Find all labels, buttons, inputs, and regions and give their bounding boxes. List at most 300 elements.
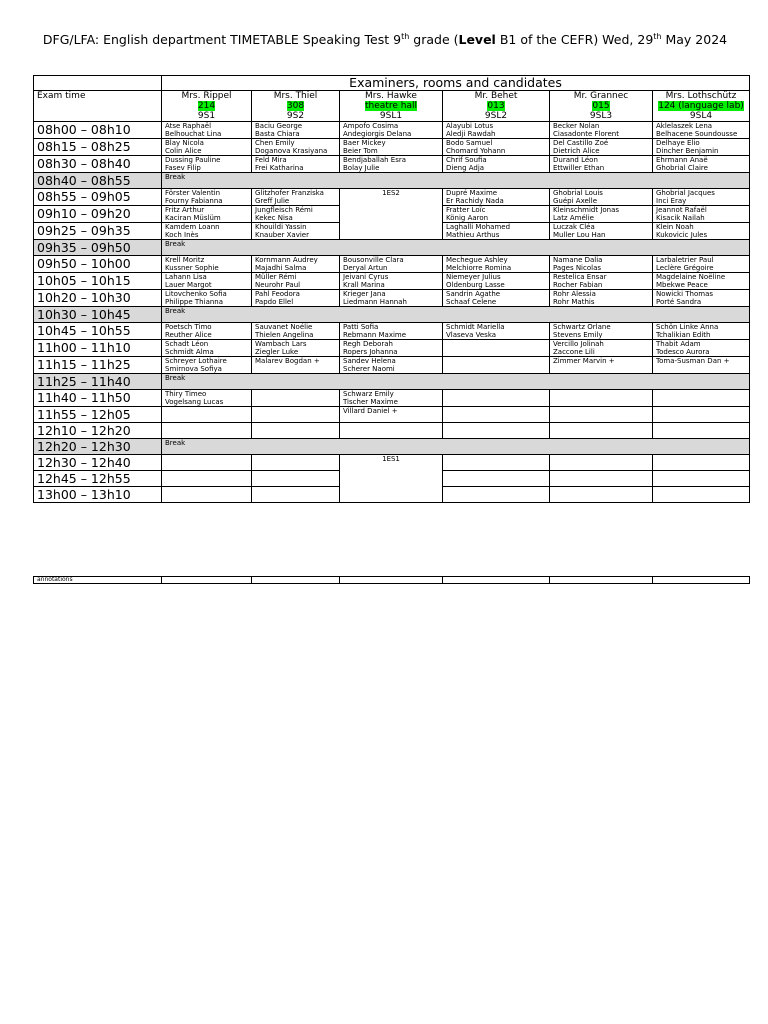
- candidate-name: König Aaron: [446, 214, 489, 222]
- candidate-name: Colin Alice: [165, 147, 202, 155]
- candidate-cell: [340, 423, 443, 439]
- candidate-name: Glitzhofer Franziska: [255, 189, 324, 197]
- candidate-name: Jeannot Rafaël: [656, 206, 707, 214]
- candidate-cell: [443, 471, 550, 487]
- candidate-name: Lauer Margot: [165, 281, 212, 289]
- candidate-cell: [162, 139, 252, 156]
- time-cell: 09h50 – 10h00: [34, 256, 162, 273]
- examiner-header: [340, 91, 443, 122]
- candidate-cell: [550, 340, 653, 357]
- candidate-cell: [550, 273, 653, 290]
- candidate-name: Andegiorgis Delana: [343, 130, 412, 138]
- candidate-cell: [653, 156, 750, 173]
- candidate-cell: [653, 122, 750, 139]
- candidate-cell: [252, 290, 340, 307]
- candidate-name: Mathieu Arthus: [446, 231, 500, 239]
- candidate-name: Sandrin Agathe: [446, 290, 501, 298]
- candidate-name: Klein Noah: [656, 223, 694, 231]
- time-cell: 11h40 – 11h50: [34, 390, 162, 407]
- candidate-name: Chen Emily: [255, 139, 295, 147]
- candidate-name: Todesco Aurora: [656, 348, 710, 356]
- timetable: [33, 75, 750, 503]
- candidate-name: Lahann Lisa: [165, 273, 207, 281]
- candidate-name: Regh Deborah: [343, 340, 393, 348]
- time-slot-row: [34, 256, 750, 273]
- time-cell: 12h45 – 12h55: [34, 471, 162, 487]
- candidate-cell: [550, 487, 653, 503]
- candidate-cell: [550, 323, 653, 340]
- candidate-name: Patti Sofia: [343, 323, 379, 331]
- candidate-name: Baciu George: [255, 122, 303, 130]
- candidate-name: Magdelaine Noëline: [656, 273, 726, 281]
- candidate-name: Philippe Thianna: [165, 298, 224, 306]
- candidate-cell: [252, 357, 340, 374]
- annotations-row: [34, 577, 750, 584]
- examiner-header: [550, 91, 653, 122]
- candidate-cell: [162, 122, 252, 139]
- examiner-class: 9S1: [197, 111, 216, 121]
- candidate-name: Pahl Feodora: [255, 290, 300, 298]
- candidate-name: Kaciran Müslüm: [165, 214, 221, 222]
- title-text-grade: grade (: [409, 32, 459, 47]
- time-cell: 09h25 – 09h35: [34, 223, 162, 240]
- time-slot-row: [34, 139, 750, 156]
- candidate-name: Schwartz Orlane: [553, 323, 611, 331]
- candidate-cell: [550, 407, 653, 423]
- candidate-name: Schön Linke Anna: [656, 323, 719, 331]
- candidate-cell: [162, 471, 252, 487]
- candidate-name: Beier Tom: [343, 147, 378, 155]
- candidate-name: Basta Chiara: [255, 130, 300, 138]
- candidate-name: Reuther Alice: [165, 331, 212, 339]
- candidate-cell: [252, 189, 340, 206]
- candidate-name: Fasev Filip: [165, 164, 201, 172]
- time-slot-row: [34, 323, 750, 340]
- candidate-name: Mechegue Ashley: [446, 256, 508, 264]
- candidate-name: Müller Rémi: [255, 273, 297, 281]
- time-cell: 11h55 – 12h05: [34, 407, 162, 423]
- annotation-cell: [252, 577, 340, 584]
- candidate-cell: [443, 487, 550, 503]
- annotation-cell: [340, 577, 443, 584]
- candidate-cell: [252, 340, 340, 357]
- candidate-name: Luczak Cléa: [553, 223, 595, 231]
- candidate-name: Kleinschmidt Jonas: [553, 206, 620, 214]
- candidate-cell: [340, 357, 443, 374]
- break-cell: Break: [162, 173, 750, 189]
- candidate-name: Knauber Xavier: [255, 231, 309, 239]
- candidate-cell: [443, 323, 550, 340]
- candidate-cell: [550, 156, 653, 173]
- time-cell: 09h35 – 09h50: [34, 240, 162, 256]
- time-cell: 10h20 – 10h30: [34, 290, 162, 307]
- candidate-name: Kekec Nisa: [255, 214, 293, 222]
- break-row: [34, 173, 750, 189]
- candidate-name: Mbekwe Peace: [656, 281, 708, 289]
- candidate-cell: [653, 423, 750, 439]
- candidate-cell: [550, 223, 653, 240]
- candidate-cell: [162, 273, 252, 290]
- candidate-name: Fritz Arthur: [165, 206, 205, 214]
- candidate-name: Leclère Grégoire: [656, 264, 714, 272]
- candidate-name: Schadt Léon: [165, 340, 209, 348]
- candidate-cell: [443, 340, 550, 357]
- candidate-name: Dincher Benjamin: [656, 147, 719, 155]
- candidate-name: Schmidt Mariella: [446, 323, 505, 331]
- candidate-cell: [653, 323, 750, 340]
- candidate-name: Krall Marina: [343, 281, 385, 289]
- candidate-cell: [252, 256, 340, 273]
- candidate-name: Papdo Ellel: [255, 298, 294, 306]
- candidate-cell: [162, 256, 252, 273]
- time-slot-row: [34, 273, 750, 290]
- break-cell: Break: [162, 439, 750, 455]
- candidate-cell: [162, 206, 252, 223]
- examiner-header: [443, 91, 550, 122]
- candidate-cell: [252, 487, 340, 503]
- candidate-cell: [252, 323, 340, 340]
- candidate-name: Greff Julie: [255, 197, 290, 205]
- time-cell: 08h00 – 08h10: [34, 122, 162, 139]
- time-cell: 10h45 – 10h55: [34, 323, 162, 340]
- candidate-cell: [550, 122, 653, 139]
- candidate-cell: [252, 455, 340, 471]
- candidate-cell: [653, 340, 750, 357]
- time-cell: 08h40 – 08h55: [34, 173, 162, 189]
- candidate-name: Thabit Adam: [656, 340, 701, 348]
- candidate-cell: [340, 256, 443, 273]
- examiner-room: 013: [487, 101, 505, 111]
- candidate-name: Schmidt Alma: [165, 348, 214, 356]
- header-row-title: [34, 76, 750, 91]
- candidate-cell: [653, 189, 750, 206]
- candidate-name: Ghobrial Louis: [553, 189, 603, 197]
- candidate-name: Niemeyer Julius: [446, 273, 501, 281]
- candidate-cell: [653, 256, 750, 273]
- time-slot-row: [34, 390, 750, 407]
- examiner-class: 9SL1: [379, 111, 403, 121]
- candidate-name: Rebmann Maxime: [343, 331, 407, 339]
- candidate-cell: [550, 139, 653, 156]
- candidate-name: Tischer Maxime: [343, 398, 398, 406]
- candidate-cell: [340, 323, 443, 340]
- candidate-name: Ciasadonte Florent: [553, 130, 619, 138]
- candidate-cell: [653, 357, 750, 374]
- candidate-name: Bolay Julie: [343, 164, 380, 172]
- candidate-name: Durand Léon: [553, 156, 598, 164]
- merged-class-cell: 1ES2: [340, 189, 443, 240]
- candidate-cell: [162, 487, 252, 503]
- candidate-name: Bodo Samuel: [446, 139, 493, 147]
- candidate-name: Villard Daniel +: [343, 407, 398, 415]
- candidate-cell: [162, 189, 252, 206]
- candidate-cell: [162, 423, 252, 439]
- candidate-name: Smirnova Sofiya: [165, 365, 222, 373]
- candidate-name: Wambach Lars: [255, 340, 307, 348]
- candidate-name: Toma-Susman Dan +: [656, 357, 730, 365]
- candidate-name: Tchalikian Edith: [656, 331, 711, 339]
- examiner-class: 9S2: [286, 111, 305, 121]
- annotation-cell: [443, 577, 550, 584]
- candidate-name: Latz Amélie: [553, 214, 594, 222]
- time-cell: 08h15 – 08h25: [34, 139, 162, 156]
- candidate-cell: [653, 455, 750, 471]
- annotation-cell: [653, 577, 750, 584]
- break-cell: Break: [162, 307, 750, 323]
- annotations-table: [33, 576, 750, 584]
- candidate-cell: [443, 122, 550, 139]
- examiner-room: 214: [197, 101, 216, 111]
- candidate-name: Kornmann Audrey: [255, 256, 318, 264]
- candidate-name: Aledji Rawdah: [446, 130, 496, 138]
- candidate-name: Krieger Jana: [343, 290, 386, 298]
- candidate-cell: [252, 122, 340, 139]
- candidate-name: Schreyer Lothaire: [165, 357, 227, 365]
- candidate-name: Bousonville Clara: [343, 256, 404, 264]
- candidate-cell: [340, 407, 443, 423]
- time-cell: 10h05 – 10h15: [34, 273, 162, 290]
- candidate-name: Er Rachidy Nada: [446, 197, 504, 205]
- annotation-cell: [162, 577, 252, 584]
- candidate-name: Melchiorre Romina: [446, 264, 512, 272]
- candidate-cell: [550, 290, 653, 307]
- document-title: [30, 32, 740, 47]
- candidate-name: Zaccone Lili: [553, 348, 595, 356]
- candidate-cell: [162, 323, 252, 340]
- title-text: DFG/LFA: English department TIMETABLE Speaking Test 9: [42, 32, 402, 47]
- title-level-bold: Level: [458, 32, 496, 47]
- candidate-name: Neurohr Paul: [255, 281, 301, 289]
- candidate-cell: [653, 223, 750, 240]
- annotations-label: annotations: [34, 577, 162, 584]
- title-superscript: th: [401, 31, 410, 41]
- candidate-name: Koch Inès: [165, 231, 199, 239]
- time-slot-row: [34, 189, 750, 206]
- examiner-class: 9SL4: [689, 111, 713, 121]
- candidate-name: Ettwiller Ethan: [553, 164, 605, 172]
- examiner-name: Mr. Grannec: [573, 91, 629, 101]
- candidate-cell: [252, 407, 340, 423]
- candidate-name: Chrif Soufia: [446, 156, 487, 164]
- candidate-name: Rocher Fabian: [553, 281, 603, 289]
- break-row: [34, 240, 750, 256]
- candidate-cell: [252, 390, 340, 407]
- candidate-name: Kamdem Loann: [165, 223, 220, 231]
- candidate-name: Bendjaballah Esra: [343, 156, 407, 164]
- break-cell: Break: [162, 374, 750, 390]
- annotation-cell: [550, 577, 653, 584]
- candidate-cell: [162, 340, 252, 357]
- examiner-room: 308: [286, 101, 305, 111]
- candidate-name: Kukovicic Jules: [656, 231, 708, 239]
- candidate-cell: [252, 156, 340, 173]
- candidate-cell: [162, 156, 252, 173]
- break-row: [34, 439, 750, 455]
- candidate-name: Dussing Pauline: [165, 156, 221, 164]
- candidate-name: Dieng Adja: [446, 164, 485, 172]
- candidate-cell: [550, 471, 653, 487]
- candidate-cell: [340, 290, 443, 307]
- header-row-examiners: [34, 91, 750, 122]
- candidate-cell: [653, 487, 750, 503]
- candidate-name: Thiry Timeo: [165, 390, 207, 398]
- candidate-name: Fratter Loïc: [446, 206, 486, 214]
- candidate-cell: [340, 139, 443, 156]
- candidate-cell: [252, 273, 340, 290]
- break-row: [34, 374, 750, 390]
- candidate-cell: [340, 390, 443, 407]
- time-cell: 08h30 – 08h40: [34, 156, 162, 173]
- examiner-header: [162, 91, 252, 122]
- examiner-header: [653, 91, 750, 122]
- candidate-name: Schaaf Celene: [446, 298, 497, 306]
- examiner-room: 015: [592, 101, 610, 111]
- examiners-title: Examiners, rooms and candidates: [162, 76, 750, 91]
- candidate-name: Rohr Mathis: [553, 298, 595, 306]
- candidate-name: Förster Valentin: [165, 189, 221, 197]
- candidate-name: Belhacene Soundousse: [656, 130, 738, 138]
- examiner-header: [252, 91, 340, 122]
- candidate-cell: [443, 455, 550, 471]
- time-cell: 11h15 – 11h25: [34, 357, 162, 374]
- candidate-name: Ropers Johanna: [343, 348, 398, 356]
- candidate-cell: [252, 423, 340, 439]
- title-text-date: B1 of the CEFR) Wed, 29: [495, 32, 654, 47]
- candidate-name: Alayubi Lotus: [446, 122, 494, 130]
- candidate-name: Muller Lou Han: [553, 231, 606, 239]
- candidate-cell: [653, 206, 750, 223]
- candidate-cell: [162, 390, 252, 407]
- candidate-name: Vogelsang Lucas: [165, 398, 224, 406]
- time-cell: 10h30 – 10h45: [34, 307, 162, 323]
- candidate-name: Poetsch Timo: [165, 323, 212, 331]
- candidate-cell: [162, 223, 252, 240]
- candidate-name: Vlaseva Veska: [446, 331, 497, 339]
- time-cell: 12h10 – 12h20: [34, 423, 162, 439]
- candidate-name: Thielen Angelina: [255, 331, 314, 339]
- time-slot-row: [34, 357, 750, 374]
- candidate-cell: [653, 290, 750, 307]
- candidate-cell: [550, 256, 653, 273]
- candidate-cell: [443, 290, 550, 307]
- candidate-cell: [443, 223, 550, 240]
- title-text-end: May 2024: [661, 32, 728, 47]
- time-slot-row: [34, 340, 750, 357]
- candidate-cell: [443, 407, 550, 423]
- candidate-cell: [162, 290, 252, 307]
- candidate-name: Delhaye Elio: [656, 139, 700, 147]
- candidate-name: Inci Eray: [656, 197, 687, 205]
- candidate-cell: [653, 407, 750, 423]
- time-slot-row: [34, 455, 750, 471]
- candidate-name: Oldenburg Lasse: [446, 281, 505, 289]
- candidate-cell: [653, 273, 750, 290]
- candidate-name: Jeivani Cyrus: [343, 273, 389, 281]
- candidate-name: Guépi Axelle: [553, 197, 597, 205]
- examiner-name: Mr. Behet: [474, 91, 518, 101]
- candidate-cell: [653, 139, 750, 156]
- candidate-cell: [443, 206, 550, 223]
- header-blank-cell: [34, 76, 162, 91]
- candidate-name: Blay Nicola: [165, 139, 204, 147]
- candidate-cell: [162, 455, 252, 471]
- candidate-name: Kussner Sophie: [165, 264, 219, 272]
- candidate-name: Scherer Naomi: [343, 365, 395, 373]
- candidate-name: Schwarz Emily: [343, 390, 394, 398]
- examiner-class: 9SL2: [484, 111, 508, 121]
- candidate-name: Belhouchat Lina: [165, 130, 222, 138]
- candidate-cell: [340, 340, 443, 357]
- candidate-cell: [340, 156, 443, 173]
- candidate-name: Kisacik Nailah: [656, 214, 705, 222]
- candidate-name: Krell Moritz: [165, 256, 205, 264]
- exam-time-header: Exam time: [34, 91, 162, 122]
- candidate-cell: [443, 390, 550, 407]
- candidate-name: Jungfleisch Rémi: [255, 206, 313, 214]
- candidate-cell: [550, 390, 653, 407]
- candidate-cell: [550, 357, 653, 374]
- candidate-cell: [653, 390, 750, 407]
- examiner-name: Mrs. Lothschütz: [665, 91, 737, 101]
- candidate-name: Fourny Fabianna: [165, 197, 223, 205]
- candidate-name: Stevens Emily: [553, 331, 603, 339]
- candidate-cell: [550, 189, 653, 206]
- examiner-name: Mrs. Hawke: [365, 91, 417, 101]
- candidate-name: Majadhi Salma: [255, 264, 307, 272]
- candidate-name: Baer Mickey: [343, 139, 386, 147]
- candidate-name: Litovchenko Sofia: [165, 290, 227, 298]
- candidate-name: Atse Raphaël: [165, 122, 212, 130]
- time-slot-row: [34, 407, 750, 423]
- candidate-cell: [550, 206, 653, 223]
- candidate-cell: [340, 122, 443, 139]
- time-cell: 11h00 – 11h10: [34, 340, 162, 357]
- candidate-name: Ghobrial Claire: [656, 164, 708, 172]
- candidate-name: Ampofo Cosima: [343, 122, 399, 130]
- time-slot-row: [34, 290, 750, 307]
- candidate-cell: [443, 273, 550, 290]
- candidate-cell: [252, 206, 340, 223]
- candidate-name: Porté Sandra: [656, 298, 702, 306]
- candidate-name: Liedmann Hannah: [343, 298, 407, 306]
- examiner-room: theatre hall: [365, 101, 417, 111]
- candidate-name: Sandev Helena: [343, 357, 396, 365]
- candidate-name: Becker Nolan: [553, 122, 600, 130]
- examiner-class: 9SL3: [589, 111, 613, 121]
- candidate-cell: [252, 471, 340, 487]
- time-cell: 12h20 – 12h30: [34, 439, 162, 455]
- candidate-name: Ehrmann Anaë: [656, 156, 708, 164]
- time-slot-row: [34, 122, 750, 139]
- candidate-name: Frei Katharina: [255, 164, 304, 172]
- candidate-name: Dupré Maxime: [446, 189, 498, 197]
- candidate-name: Deryal Artun: [343, 264, 388, 272]
- candidate-name: Rohr Alessia: [553, 290, 596, 298]
- candidate-cell: [443, 423, 550, 439]
- candidate-cell: [653, 471, 750, 487]
- merged-class-cell: 1ES1: [340, 455, 443, 503]
- time-cell: 13h00 – 13h10: [34, 487, 162, 503]
- candidate-cell: [443, 357, 550, 374]
- candidate-name: Restelica Ensar: [553, 273, 607, 281]
- time-slot-row: [34, 423, 750, 439]
- candidate-cell: [443, 139, 550, 156]
- candidate-name: Feld Mira: [255, 156, 287, 164]
- candidate-cell: [550, 423, 653, 439]
- candidate-cell: [340, 273, 443, 290]
- time-cell: 08h55 – 09h05: [34, 189, 162, 206]
- candidate-name: Dietrich Alice: [553, 147, 600, 155]
